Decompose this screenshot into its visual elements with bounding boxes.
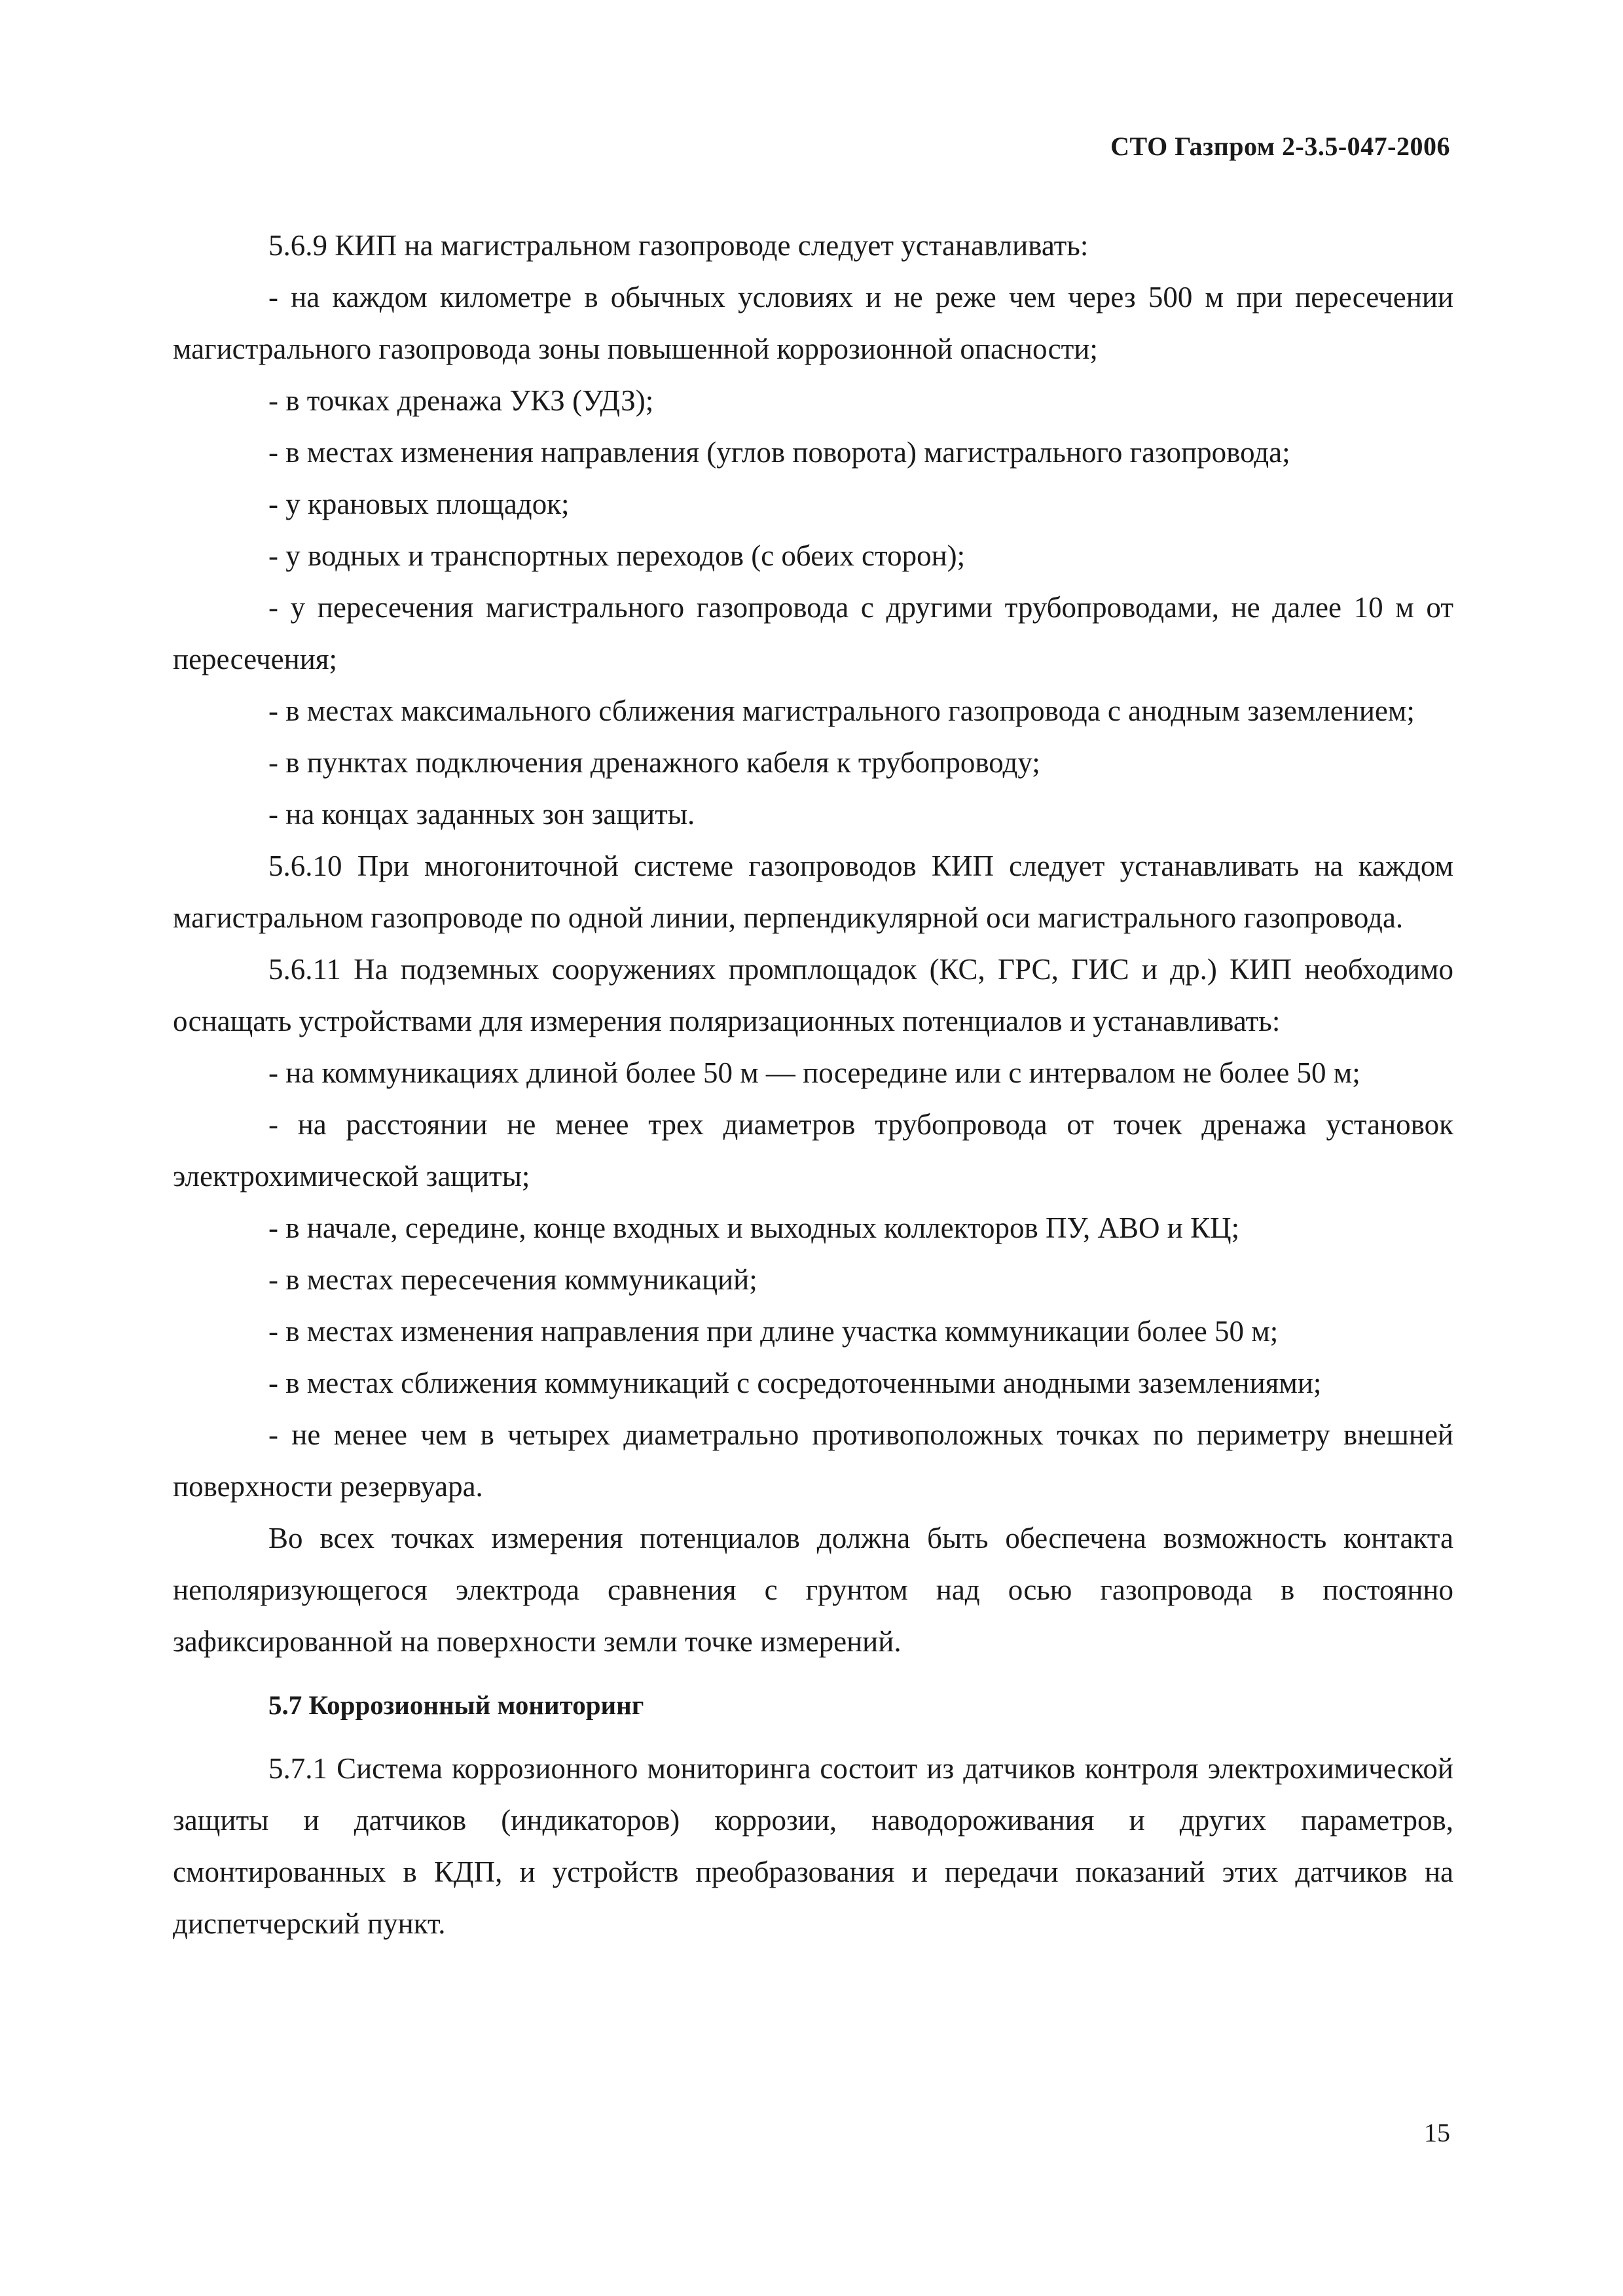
paragraph-potentials: Во всех точках измерения потенциалов должна быть обеспечена возможность контакта неполяризующегося электрода сравнения с грунтом над осью газопровода в постоянно зафиксированной на поверхности земли точке измерений. xyxy=(173,1522,1453,1658)
paragraph-5-6-11: 5.6.11 На подземных сооружениях промплощадок (КС, ГРС, ГИС и др.) КИП необходимо оснащать устройствами для измерения поляризационных потенциалов и устанавливать: xyxy=(173,953,1453,1037)
paragraph-5-6-10: 5.6.10 При многониточной системе газопроводов КИП следует устанавливать на каждом магистральном газопроводе по одной линии, перпендикулярной оси магистрального газопровода. xyxy=(173,850,1453,934)
list-item: - в местах изменения направления (углов поворота) магистрального газопровода; xyxy=(268,436,1290,469)
paragraph-5-7-1: 5.7.1 Система коррозионного мониторинга состоит из датчиков контроля электрохимической защиты и датчиков (индикаторов) коррозии, наводороживания и других параметров, смонтированных в КДП, и устройств преобразования и передачи показаний этих датчиков на диспетчерский пункт. xyxy=(173,1752,1453,1940)
paragraph-5-6-9: 5.6.9 КИП на магистральном газопроводе следует устанавливать: xyxy=(268,229,1089,262)
list-item: - не менее чем в четырех диаметрально противоположных точках по периметру внешней поверхности резервуара. xyxy=(173,1418,1453,1503)
list-item: - в пунктах подключения дренажного кабеля к трубопроводу; xyxy=(268,746,1040,779)
list-item: - в местах изменения направления при длине участка коммуникации более 50 м; xyxy=(268,1315,1279,1348)
list-item: - на концах заданных зон защиты. xyxy=(268,798,695,831)
document-code-header: СТО Газпром 2-3.5-047-2006 xyxy=(1110,132,1450,161)
list-item: - в точках дренажа УКЗ (УДЗ); xyxy=(268,384,654,417)
list-item: - на коммуникациях длиной более 50 м — посередине или с интервалом не более 50 м; xyxy=(268,1056,1360,1089)
page-number: 15 xyxy=(1424,2118,1450,2147)
section-heading-5-7: 5.7 Коррозионный мониторинг xyxy=(268,1690,644,1720)
list-item: - у крановых площадок; xyxy=(268,488,570,520)
list-item: - у водных и транспортных переходов (с обеих сторон); xyxy=(268,539,966,572)
list-item: - на каждом километре в обычных условиях и не реже чем через 500 м при пересечении магистрального газопровода зоны повышенной коррозионной опасности; xyxy=(173,281,1453,365)
document-body xyxy=(173,220,1453,1950)
list-item: - в местах сближения коммуникаций с сосредоточенными анодными заземлениями; xyxy=(268,1367,1322,1399)
list-item: - в начале, середине, конце входных и выходных коллекторов ПУ, АВО и КЦ; xyxy=(268,1211,1240,1244)
list-item: - в местах максимального сближения магистрального газопровода с анодным заземлением; xyxy=(268,694,1415,727)
list-item: - на расстоянии не менее трех диаметров трубопровода от точек дренажа установок электрохимической защиты; xyxy=(173,1108,1453,1193)
list-item: - у пересечения магистрального газопровода с другими трубопроводами, не далее 10 м от пересечения; xyxy=(173,591,1453,675)
list-item: - в местах пересечения коммуникаций; xyxy=(268,1263,757,1296)
